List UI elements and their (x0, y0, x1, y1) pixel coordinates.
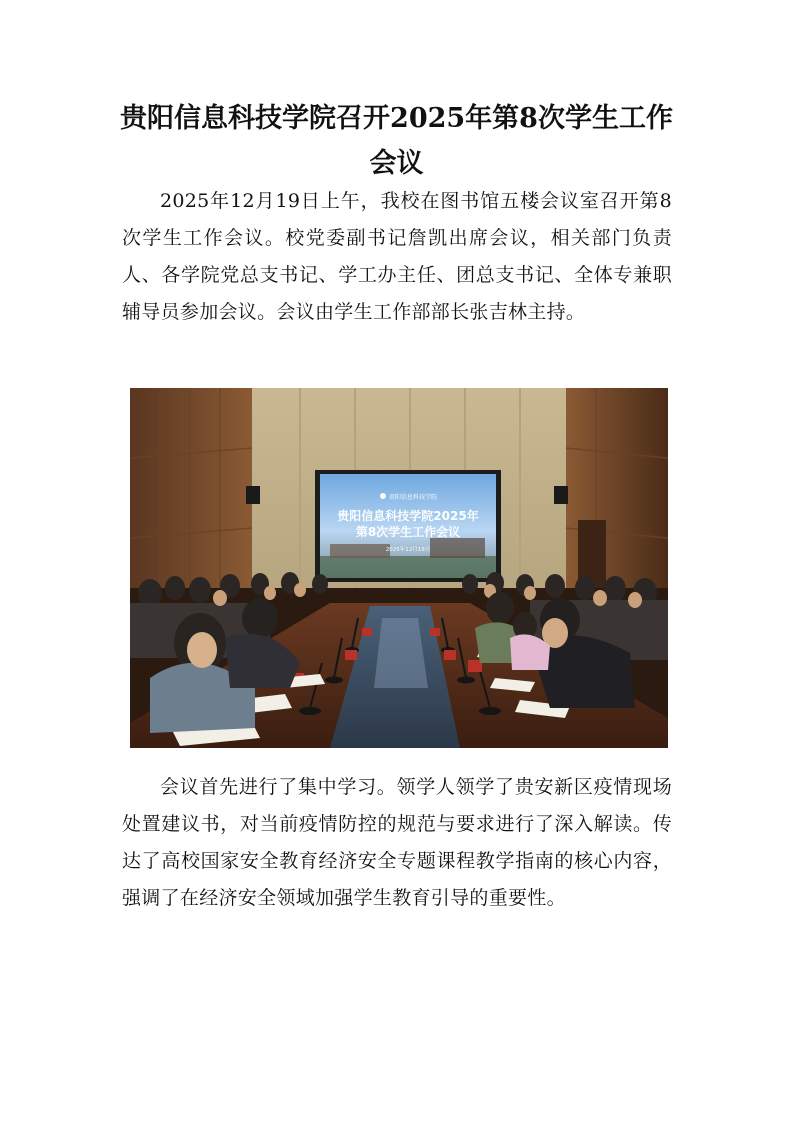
paragraph-study: 会议首先进行了集中学习。领学人领学了贵安新区疫情现场处置建议书，对当前疫情防控的规范与要求进行了深入解读。传达了高校国家安全教育经济安全专题课程教学指南的核心内容，强调了在经济安全领域加强学生教育引导的重要性。 (122, 776, 672, 909)
screen-title-line2: 第8次学生工作会议 (355, 525, 461, 539)
paragraph-intro: 2025年12月19日上午，我校在图书馆五楼会议室召开第8次学生工作会议。校党委副书记詹凯出席会议，相关部门负责人、各学院党总支书记、学工办主任、团总支书记、全体专兼职辅导员参加会议。会议由学生工作部部长张吉林主持。 (122, 190, 672, 323)
article-title: 贵阳信息科技学院召开2025年第8次学生工作会议 (120, 103, 673, 179)
meeting-photo (130, 388, 668, 748)
screen-logo-text: 贵阳信息科技学院 (389, 494, 438, 501)
screen-title-line1: 贵阳信息科技学院2025年 (337, 509, 479, 523)
college-logo-icon (380, 493, 386, 499)
screen-date: 2025年12月19日 (385, 547, 431, 553)
